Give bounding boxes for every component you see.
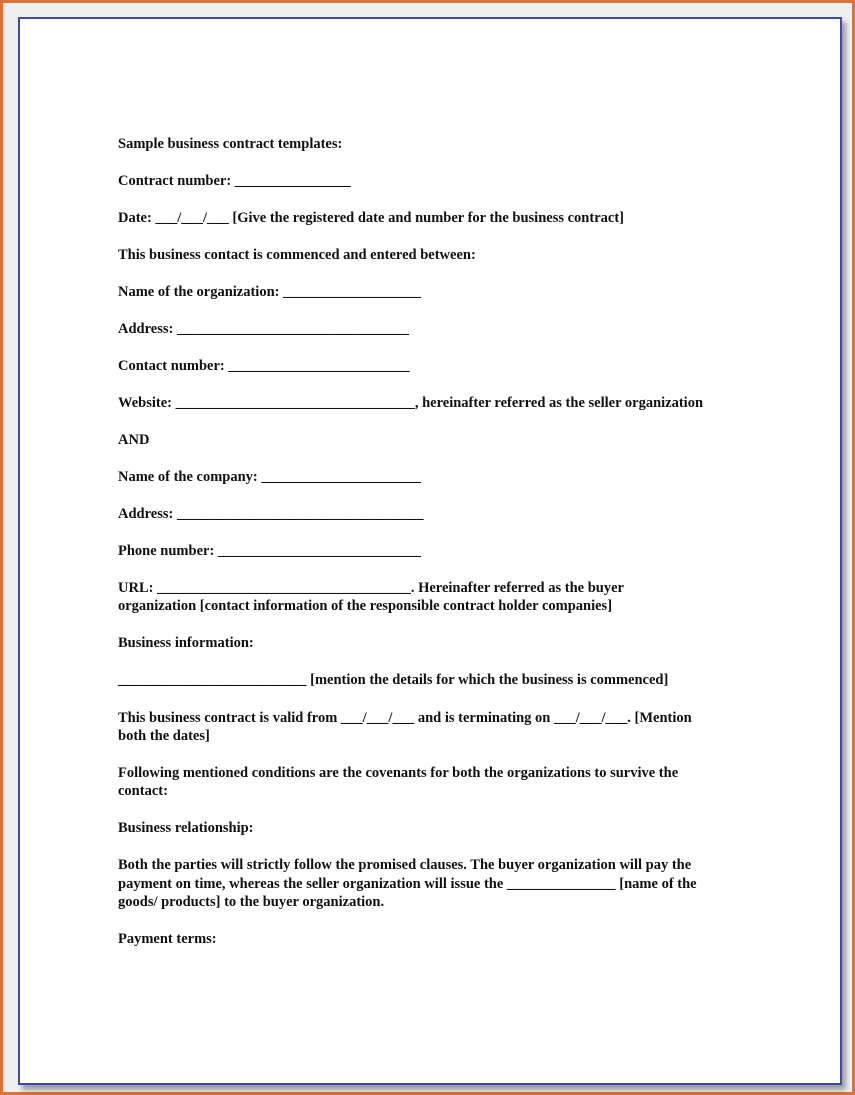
buyer-address-field: Address: __________________________________ bbox=[118, 506, 424, 522]
contact-number-field: Contact number: _________________________ bbox=[118, 358, 410, 374]
contract-number-field: Contract number: ________________ bbox=[118, 173, 351, 189]
business-information-label: Business information: bbox=[118, 635, 254, 651]
document-page bbox=[18, 17, 842, 1085]
date-field: Date: ___/___/___ [Give the registered date and number for the business contract] bbox=[118, 210, 624, 226]
clauses-line-3: goods/ products] to the buyer organization. bbox=[118, 894, 385, 910]
conditions-line-1: Following mentioned conditions are the covenants for both the organizations to survive the bbox=[118, 765, 679, 781]
payment-terms-label: Payment terms: bbox=[118, 931, 217, 947]
website-field: Website: _________________________________, hereinafter referred as the seller organization bbox=[118, 395, 704, 411]
organization-name-field: Name of the organization: ___________________ bbox=[118, 284, 421, 300]
url-field-line-2: organization [contact information of the responsible contract holder companies] bbox=[118, 598, 613, 614]
phone-number-field: Phone number: ____________________________ bbox=[118, 543, 421, 559]
company-name-field: Name of the company: ______________________ bbox=[118, 469, 421, 485]
clauses-line-1: Both the parties will strictly follow the promised clauses. The buyer organization will pay the bbox=[118, 857, 692, 873]
validity-line-1: This business contract is valid from ___/___/___ and is terminating on ___/___/___. [Mention bbox=[118, 710, 692, 726]
and-separator: AND bbox=[118, 432, 150, 448]
url-field-line-1: URL: ___________________________________. Hereinafter referred as the buyer bbox=[118, 580, 624, 596]
commenced-statement: This business contact is commenced and entered between: bbox=[118, 247, 476, 263]
seller-address-field: Address: ________________________________ bbox=[118, 321, 409, 337]
business-details-field: __________________________ [mention the details for which the business is commenced] bbox=[118, 672, 669, 688]
clauses-line-2: payment on time, whereas the seller organization will issue the _______________ [name of the bbox=[118, 876, 697, 892]
conditions-line-2: contact: bbox=[118, 783, 168, 799]
validity-line-2: both the dates] bbox=[118, 728, 210, 744]
document-heading: Sample business contract templates: bbox=[118, 136, 343, 152]
business-relationship-label: Business relationship: bbox=[118, 820, 254, 836]
